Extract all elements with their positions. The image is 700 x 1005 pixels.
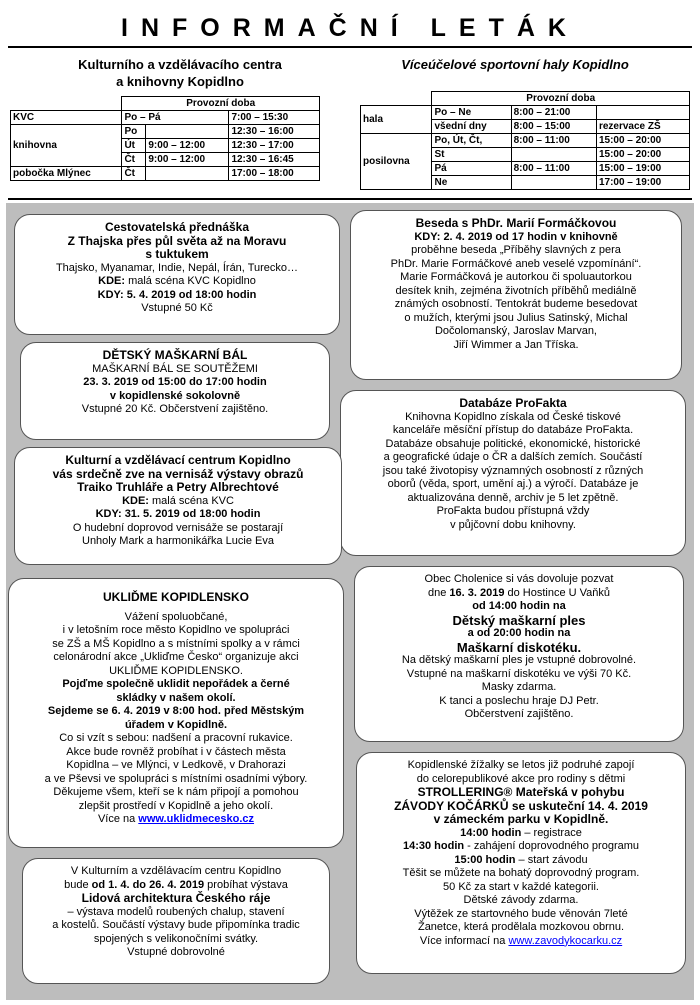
- box-beseda: [350, 210, 682, 380]
- box-text: se ZŠ a MŠ Kopidlno a s místními spolky a v rámci: [52, 637, 300, 650]
- box-heading: DĚTSKÝ MAŠKARNÍ BÁL: [102, 348, 248, 362]
- box-highlight: skládky v našem okolí.: [116, 691, 236, 704]
- box-text: do celorepublikové akce pro rodiny s dětmi: [416, 772, 626, 785]
- box-text: kanceláře měsíční přístup do databáze ProFakta.: [392, 424, 634, 436]
- cell: 7:00 – 15:30: [229, 111, 320, 125]
- date-text: od 1. 4. do 26. 4. 2019: [91, 878, 205, 891]
- cell: Pá: [432, 162, 511, 176]
- box-heading: Z Thajska přes půl světa až na Moravu: [67, 233, 287, 248]
- box-text: Knihovna Kopidlno získala od České tiskové: [405, 410, 621, 423]
- box-highlight: Sejdeme se 6. 4. 2019 v 8:00 hod. před Městským: [47, 705, 305, 717]
- right-header: Víceúčelové sportovní haly Kopidlno: [401, 57, 629, 72]
- hours-header: Provozní doba: [122, 97, 320, 111]
- cell: Po: [122, 125, 146, 139]
- box-text: PhDr. Marie Formáčkové aneb veselé vzpomínání“.: [390, 257, 642, 270]
- cell: 15:00 – 20:00: [596, 134, 689, 148]
- time-text: 14:00 hodin: [460, 826, 522, 839]
- box-heading: Dětský maškarní ples: [452, 612, 586, 628]
- cell: 12:30 – 16:00: [229, 125, 320, 139]
- cell: Po – Ne: [432, 106, 511, 120]
- box-text: Na dětský maškarní ples je vstupné dobrovolné.: [401, 654, 637, 666]
- box-heading: ZÁVODY KOČÁRKŮ se uskuteční 14. 4. 2019: [394, 798, 648, 813]
- box-text: Thajsko, Myanamar, Indie, Nepál, Írán, Turecko…: [55, 261, 299, 274]
- box-text: i v letošním roce město Kopidlno ve spolupráci: [62, 624, 290, 636]
- box-text: Jiří Wimmer a Jan Tříska.: [453, 338, 579, 351]
- box-text: desítek knih, zejména životních příběhů mediálně: [395, 284, 637, 297]
- box-stroller-race: [356, 752, 686, 974]
- box-text: V Kulturním a vzdělávacím centru Kopidlno: [70, 865, 282, 877]
- box-text: Děkujeme všem, kteří se k nám připojí a pomohou: [53, 786, 299, 798]
- box-text: Obec Cholenice si vás dovoluje pozvat: [424, 573, 614, 585]
- row-label: hala: [361, 106, 432, 134]
- when-text: KDY: 5. 4. 2019 od 18:00 hodin: [97, 288, 257, 301]
- box-heading: vás srdečně zve na vernisáž výstavy obrazů: [52, 466, 304, 481]
- cell: Po, Út, Čt,: [432, 134, 511, 148]
- box-text: Co si vzít s sebou: nadšení a pracovní rukavice.: [59, 732, 293, 744]
- box-text: Výtěžek ze startovného bude věnován 7leté: [414, 907, 628, 920]
- page-title: INFORMAČNÍ LETÁK: [121, 14, 579, 42]
- cell: 17:00 – 18:00: [229, 167, 320, 181]
- box-profakta: [340, 390, 686, 556]
- cell: 12:30 – 16:45: [229, 153, 320, 167]
- when-text: KDY: 2. 4. 2019 od 17 hodin v knihovně: [414, 230, 618, 243]
- time-text: 14:30 hodin: [402, 840, 465, 852]
- cell: 8:00 – 15:00: [511, 120, 596, 134]
- price-text: Vstupné 50 Kč: [141, 302, 213, 314]
- box-text: v půjčovní dobu knihovny.: [450, 518, 576, 531]
- uklidmecesko-link[interactable]: www.uklidmecesko.cz: [138, 813, 255, 825]
- where-label: KDE:: [98, 275, 126, 287]
- row-label: pobočka Mlýnec: [11, 167, 122, 181]
- box-heading: Databáze ProFakta: [459, 396, 567, 410]
- box-text: Kopidlna – ve Mlýnci, v Ledkově, v Drahorazi: [66, 759, 286, 771]
- box-text: oborů (věda, sport, umění aj.) a výročí. Databáze je: [387, 478, 639, 490]
- box-text: Kopidlenské žížalky se letos již podruhé zapojí: [407, 759, 635, 771]
- row-label: posilovna: [361, 134, 432, 190]
- cell: Čt: [122, 167, 146, 181]
- box-text: o mužích, kterými jsou Julius Satinský, Michal: [404, 311, 628, 324]
- box-text: Žanetce, která prodělala mozkovou obrnu.: [417, 921, 625, 933]
- box-text: a geografické údaje o ČR a dalších zemích. Součástí: [383, 451, 643, 463]
- box-text: MAŠKARNÍ BÁL SE SOUTĚŽEMI: [92, 362, 258, 375]
- box-text: známých osobností. Tentokrát budeme besedovat: [394, 298, 638, 310]
- box-text: celonárodní akce „Ukliďme Česko“ organizuje akci: [53, 651, 299, 663]
- left-header-line: a knihovny Kopidlno: [116, 74, 244, 89]
- box-highlight: úřadem v Kopidlně.: [124, 718, 228, 731]
- zavodykocarku-link[interactable]: www.zavodykocarku.cz: [508, 934, 623, 947]
- box-text: UKLIĎME KOPIDLENSKO.: [109, 664, 243, 677]
- left-hours-table: [10, 96, 320, 181]
- cell: 8:00 – 11:00: [511, 162, 596, 176]
- box-text: Akce bude rovněž probíhat i v částech města: [66, 745, 286, 758]
- box-text: a ve Pševsi ve spolupráci s místními osadními výbory.: [44, 772, 308, 785]
- box-heading: Lidová architektura Českého ráje: [81, 891, 271, 905]
- cell: všední dny: [432, 120, 511, 134]
- where-text: malá scéna KVC: [148, 494, 234, 507]
- time-text: 15:00 hodin: [454, 853, 516, 866]
- box-text: – výstava modelů roubených chalup, stavení: [67, 905, 285, 918]
- box-text: do Hostince U Vaňků: [504, 586, 611, 599]
- box-text: - zahájení doprovodného programu: [464, 840, 640, 852]
- box-text: ProFakta budou přístupná vždy: [436, 505, 590, 517]
- where-text: v kopidlenské sokolovně: [109, 389, 241, 402]
- box-vernissage: [14, 447, 342, 565]
- box-text: dne: [427, 586, 450, 599]
- box-text: Více na: [97, 813, 139, 825]
- box-text: jsou také životopisy významných osobností z různých: [382, 464, 644, 477]
- box-text: Dětské závody zdarma.: [463, 894, 579, 906]
- box-travel-lecture: [14, 214, 340, 335]
- cell: 8:00 – 21:00: [511, 106, 596, 120]
- box-masquerade-ball: [20, 342, 330, 440]
- cell: rezervace ZŠ: [596, 120, 689, 134]
- cell: Út: [122, 139, 146, 153]
- box-text: Více informací na: [419, 934, 509, 947]
- box-text: K tanci a poslechu hraje DJ Petr.: [439, 694, 599, 707]
- box-text: Unholy Mark a harmonikářka Lucie Eva: [82, 535, 274, 547]
- row-label: KVC: [11, 111, 122, 125]
- box-cleanup: [8, 578, 344, 848]
- box-heading: Kulturní a vzdělávací centrum Kopidlno: [65, 453, 291, 467]
- box-text: Vstupné dobrovolné: [127, 946, 225, 958]
- box-text: Marie Formáčková je autorkou či spoluautorkou: [400, 271, 632, 283]
- top-rule: [8, 46, 692, 48]
- time-text: od 14:00 hodin na: [472, 600, 566, 612]
- when-text: KDY: 31. 5. 2019 od 18:00 hodin: [95, 508, 261, 520]
- left-header: [30, 56, 330, 90]
- cell: 9:00 – 12:00: [146, 153, 229, 167]
- box-text: 50 Kč za start v každé kategorii.: [443, 880, 599, 893]
- hours-header: Provozní doba: [432, 92, 690, 106]
- cell: Po – Pá: [122, 111, 229, 125]
- box-text: bude: [64, 878, 92, 891]
- box-text: proběhne beseda „Příběhy slavných z pera: [411, 244, 621, 256]
- box-text: Masky zdarma.: [481, 681, 557, 693]
- box-text: a kostelů. Součástí výstavy bude připomínka tradic: [52, 919, 300, 931]
- cell: Ne: [432, 176, 511, 190]
- box-text: – start závodu: [515, 853, 588, 866]
- where-label: KDE:: [122, 494, 149, 507]
- where-text: malá scéna KVC Kopidlno: [125, 275, 256, 287]
- box-heading: STROLLERING® Mateřská v pohybu: [417, 785, 625, 799]
- right-hours-table: [360, 91, 690, 190]
- cell: 9:00 – 12:00: [146, 139, 229, 153]
- box-heading: Maškarní diskotéku.: [456, 639, 582, 655]
- box-heading: v zámeckém parku v Kopidlně.: [433, 812, 609, 826]
- cell: St: [432, 148, 511, 162]
- box-text: Vstupné 20 Kč. Občerstvení zajištěno.: [81, 403, 269, 415]
- row-label: knihovna: [11, 125, 122, 167]
- box-text: Občerstvení zajištěno.: [464, 708, 574, 720]
- cell: 17:00 – 19:00: [596, 176, 689, 190]
- box-text: Vstupné na maškarní diskotéku ve výši 70 Kč.: [406, 667, 632, 680]
- left-header-line: Kulturního a vzdělávacího centra: [78, 57, 282, 72]
- cell: 8:00 – 11:00: [511, 134, 596, 148]
- box-heading: Traiko Truhláře a Petry Albrechtové: [77, 480, 279, 494]
- box-text: – registrace: [521, 826, 582, 839]
- box-heading: s tuktukem: [145, 247, 209, 261]
- box-text: O hudební doprovod vernisáže se postarají: [72, 521, 284, 534]
- box-cholenice: [354, 566, 684, 742]
- time-text: a od 20:00 hodin na: [467, 627, 571, 639]
- box-text: spojených s velikonočními svátky.: [93, 932, 259, 945]
- box-highlight: Pojďme společně uklidit nepořádek a černé: [62, 678, 290, 690]
- box-heading: Beseda s PhDr. Marií Formáčkovou: [415, 216, 617, 230]
- box-text: Vážení spoluobčané,: [124, 610, 228, 623]
- cell: 12:30 – 17:00: [229, 139, 320, 153]
- cell: Čt: [122, 153, 146, 167]
- when-text: 23. 3. 2019 od 15:00 do 17:00 hodin: [83, 376, 267, 388]
- section-rule: [8, 198, 692, 200]
- date-text: 16. 3. 2019: [449, 586, 505, 599]
- box-text: Těšit se můžete na bohatý doprovodný program.: [402, 867, 640, 879]
- box-text: aktualizována denně, archiv je 5 let zpětně.: [407, 491, 619, 504]
- box-text: Dočolomanský, Jaroslav Marvan,: [434, 325, 597, 337]
- box-folk-architecture: [22, 858, 330, 984]
- box-text: zlepšit prostředí v Kopidlně a jeho okolí.: [78, 799, 274, 812]
- cell: 15:00 – 19:00: [596, 162, 689, 176]
- box-heading: Cestovatelská přednáška: [104, 220, 250, 234]
- cell: 15:00 – 20:00: [596, 148, 689, 162]
- box-text: probíhat výstava: [204, 878, 288, 891]
- box-text: Databáze obsahuje politické, ekonomické, historické: [385, 437, 641, 450]
- box-heading: UKLIĎME KOPIDLENSKO: [102, 590, 249, 604]
